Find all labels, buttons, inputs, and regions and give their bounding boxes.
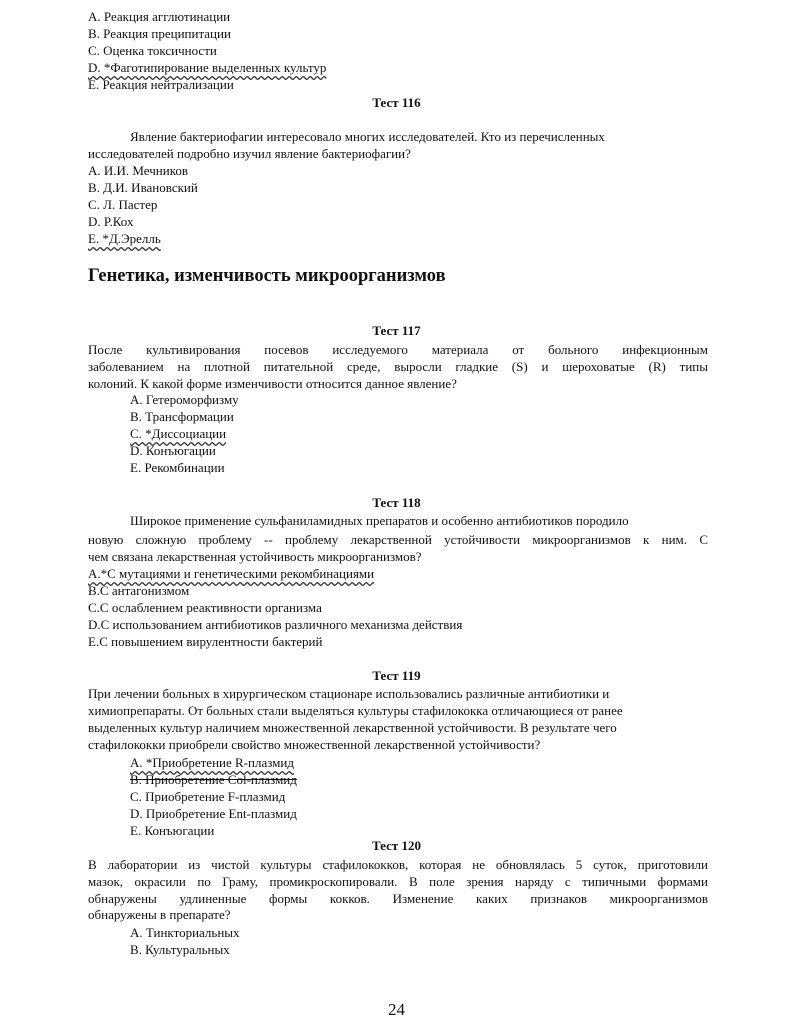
test-118-option-d: D.С использованием антибиотиков различного механизма действия [88,617,463,632]
test-117-option-a: A. Гетероморфизму [130,392,239,407]
test-118-option-b: B.С антагонизмом [88,583,190,598]
test-116-option-a: A. И.И. Мечников [88,163,188,178]
test-116-option-b: B. Д.И. Ивановский [88,180,198,195]
test-116-title: Тест 116 [372,95,421,110]
test-117-title: Тест 117 [372,323,421,338]
test-119-option-e: E. Конъюгации [130,823,215,838]
test-118-option-e: E.С повышением вирулентности бактерий [88,634,323,649]
section-heading: Генетика, изменчивость микроорганизмов [88,266,446,286]
test-118-question-line1: Широкое применение сульфаниламидных препаратов и особенно антибиотиков породило [130,513,629,528]
test-117-option-c-correct: C. *Диссоциации [130,426,227,441]
option-d-correct: D. *Фаготипирование выделенных культур [88,60,327,75]
test-118-option-a-correct: A.*С мутациями и генетическими рекомбинациями [88,566,375,581]
option-c: C. Оценка токсичности [88,43,217,58]
test-119-option-d: D. Приобретение Ent-плазмид [130,806,297,821]
test-119-question-line4: стафилококки приобрели свойство множественной лекарственной устойчивости? [88,737,541,752]
test-117-question-line1: После культивирования посевов исследуемого материала от больного инфекционным [88,342,708,357]
test-118-option-c: C.С ослаблением реактивности организма [88,600,322,615]
test-120-question-line4: обнаружены в препарате? [88,907,231,922]
option-a: A. Реакция агглютинации [88,9,231,24]
test-117-question-line3: колоний. К какой форме изменчивости относится данное явление? [88,376,457,391]
test-120-title: Тест 120 [371,838,421,853]
option-e: E. Реакция нейтрализации [88,77,234,92]
test-117-option-e: E. Рекомбинации [130,460,225,475]
test-116-option-c: C. Л. Пастер [88,197,158,212]
test-120-question-line2: мазок, окрасили по Граму, промикроскопировали. В поле зрения наряду с типичными формами [88,874,708,889]
test-120-option-b: B. Культуральных [130,942,230,957]
test-119-question-line2: химиопрепараты. От больных стали выделяться культуры стафилококка отличающиеся от ранее [88,703,623,718]
test-119-question-line3: выделенных культур наличием множественной лекарственной устойчивости. В результате чего [88,720,617,735]
test-117-question-line2: заболеванием на плотной питательной среде, выросли гладкие (S) и шероховатые (R) типы [88,359,708,374]
test-119-option-a-correct: A. *Приобретение R-плазмид [130,755,294,770]
test-118-question-line2: новую сложную проблему -- проблему лекарственной устойчивости микроорганизмов к ним. С [88,532,708,547]
test-120-question-line3: обнаружены удлиненные формы кокков. Изменение каких признаков микроорганизмов [88,891,708,906]
test-119-option-c: C. Приобретение F-плазмид [130,789,286,804]
test-116-question-line1: Явление бактериофагии интересовало многих исследователей. Кто из перечисленных [130,129,605,144]
test-120-question-line1: В лаборатории из чистой культуры стафилококков, которая не обновлялась 5 суток, приготовили [88,857,708,872]
test-117-option-d: D. Конъюгации [130,443,216,458]
test-119-title: Тест 119 [372,668,421,683]
test-116-question-line2: исследователей подробно изучил явление бактериофагии? [88,146,411,161]
test-118-title: Тест 118 [372,495,421,510]
test-120-option-a: A. Тинкториальных [130,925,240,940]
test-116-option-d: D. Р.Кох [88,214,134,229]
test-118-question-line3: чем связана лекарственная устойчивость микроорганизмов? [88,549,422,564]
option-b: B. Реакция преципитации [88,26,231,41]
test-119-question-line1: При лечении больных в хирургическом стационаре использовались различные антибиотики и [88,686,610,701]
test-119-option-b: B. Приобретение Col-плазмид [130,772,297,787]
test-117-option-b: B. Трансформации [130,409,234,424]
page-number: 24 [388,1000,405,1019]
test-116-option-e-correct: E. *Д.Эрелль [88,231,161,246]
